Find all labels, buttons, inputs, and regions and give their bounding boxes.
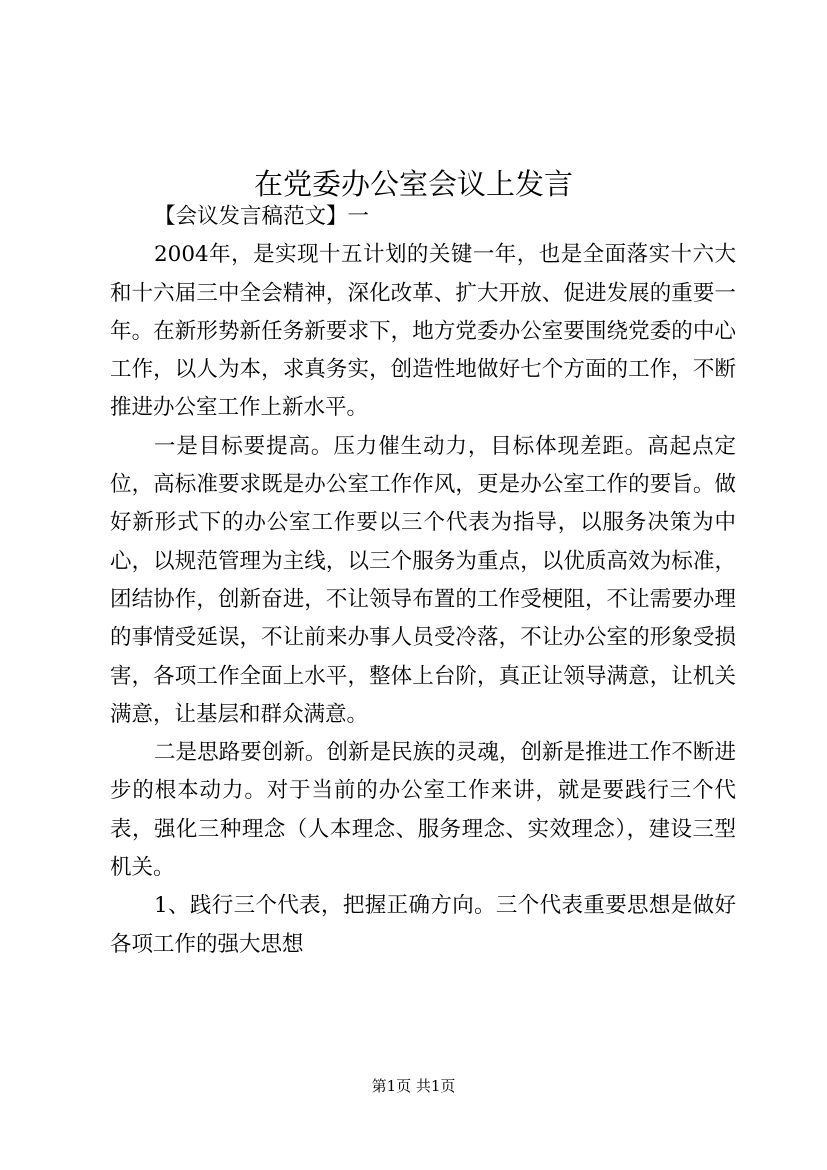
paragraph-2: 一是目标要提高。压力催生动力，目标体现差距。高起点定位，高标准要求既是办公室工作作风，更是办公室工作的要旨。做好新形式下的办公室工作要以三个代表为指导，以服务决策为中心，以规范管理为主线，以三个服务为重点，以优质高效为标准，团结协作，创新奋进，不让领导布置的工作受梗阻，不让需要办理的事情受延误，不让前来办事人员受冷落，不让办公室的形象受损害，各项工作全面上水平，整体上台阶，真正让领导满意，让机关满意，让基层和群众满意。: [110, 433, 736, 727]
document-title: 在党委办公室会议上发言: [253, 167, 573, 202]
document-subtitle: 【会议发言稿范文】一: [154, 204, 370, 229]
paragraph-3: 二是思路要创新。创新是民族的灵魂，创新是推进工作不断进步的根本动力。对于当前的办公室工作来讲，就是要践行三个代表，强化三种理念（人本理念、服务理念、实效理念），建设三型机关。: [110, 740, 736, 881]
document-body: [110, 198, 736, 964]
page-footer: 第1页 共1页: [371, 1077, 456, 1095]
paragraph-1: 2004年，是实现十五计划的关键一年，也是全面落实十六大和十六届三中全会精神，深化改革、扩大开放、促进发展的重要一年。在新形势新任务新要求下，地方党委办公室要围绕党委的中心工作，以人为本，求真务实，创造性地做好七个方面的工作，不断推进办公室工作上新水平。: [110, 242, 736, 421]
paragraph-4: 1、践行三个代表，把握正确方向。三个代表重要思想是做好各项工作的强大思想: [110, 893, 736, 957]
